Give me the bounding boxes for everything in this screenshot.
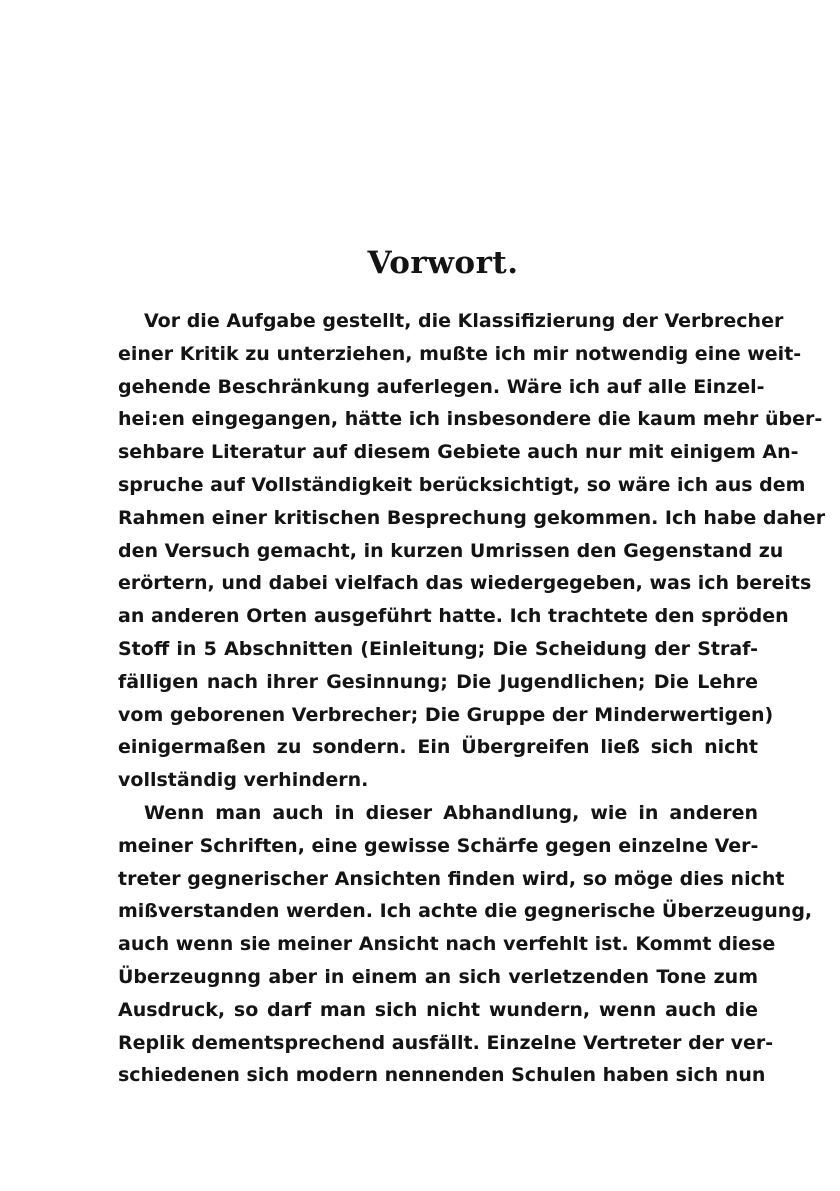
page-title: Vorwort. [367, 245, 519, 281]
text-line: mißverstanden werden. Ich achte die gegnerische Überzeugung, [118, 900, 813, 923]
text-line: an anderen Orten ausgeführt hatte. Ich trachtete den spröden [118, 605, 789, 628]
text-line: auch wenn sie meiner Ansicht nach verfehlt ist. Kommt diese [118, 933, 776, 956]
text-line: fälligen nach ihrer Gesinnung; Die Jugendlichen; Die Lehre [118, 670, 758, 693]
paragraph-2 [118, 797, 813, 1092]
text-line: Vor die Aufgabe gestellt, die Klassifizierung der Verbrecher [144, 310, 784, 332]
text-line: einer Kritik zu unterziehen, mußte ich mir notwendig eine weit- [118, 342, 802, 365]
text-line: meiner Schriften, eine gewisse Schärfe gegen einzelne Ver- [118, 834, 759, 857]
text-line: sehbare Literatur auf diesem Gebiete auch nur mit einigem An- [118, 441, 799, 464]
text-line: vom geborenen Verbrecher; Die Gruppe der Minderwertigen) [118, 703, 774, 726]
text-line: erörtern, und dabei vielfach das wiedergegeben, was ich bereits [118, 572, 812, 595]
text-line: spruche auf Vollständigkeit berücksichtigt, so wäre ich aus dem [118, 473, 806, 496]
text-line: Rahmen einer kritischen Besprechung gekommen. Ich habe daher [118, 506, 826, 529]
text-line: gehende Beschränkung auferlegen. Wäre ich auf alle Einzel- [118, 375, 765, 398]
text-line: Stoff in 5 Abschnitten (Einleitung; Die Scheidung der Straf- [118, 637, 758, 660]
text-line: treter gegnerischer Ansichten finden wird, so möge dies nicht [118, 867, 785, 890]
paragraph-1 [118, 305, 826, 797]
body-text [118, 305, 826, 1092]
text-line: Replik dementsprechend ausfällt. Einzelne Vertreter der ver- [118, 1031, 774, 1054]
text-line: Wenn man auch in dieser Abhandlung, wie in anderen [144, 801, 758, 824]
text-line: hei:en eingegangen, hätte ich insbesondere die kaum mehr über- [118, 408, 823, 431]
text-line: Ausdruck, so darf man sich nicht wundern, wenn auch die [118, 998, 758, 1021]
text-line: den Versuch gemacht, in kurzen Umrissen den Gegenstand zu [118, 539, 784, 562]
text-line: einigermaßen zu sondern. Ein Übergreifen ließ sich nicht [118, 736, 758, 759]
text-line: vollständig verhindern. [118, 769, 369, 792]
text-line: schiedenen sich modern nennenden Schulen haben sich nun [118, 1064, 766, 1087]
text-line: Überzeugnng aber in einem an sich verletzenden Tone zum [118, 965, 758, 988]
